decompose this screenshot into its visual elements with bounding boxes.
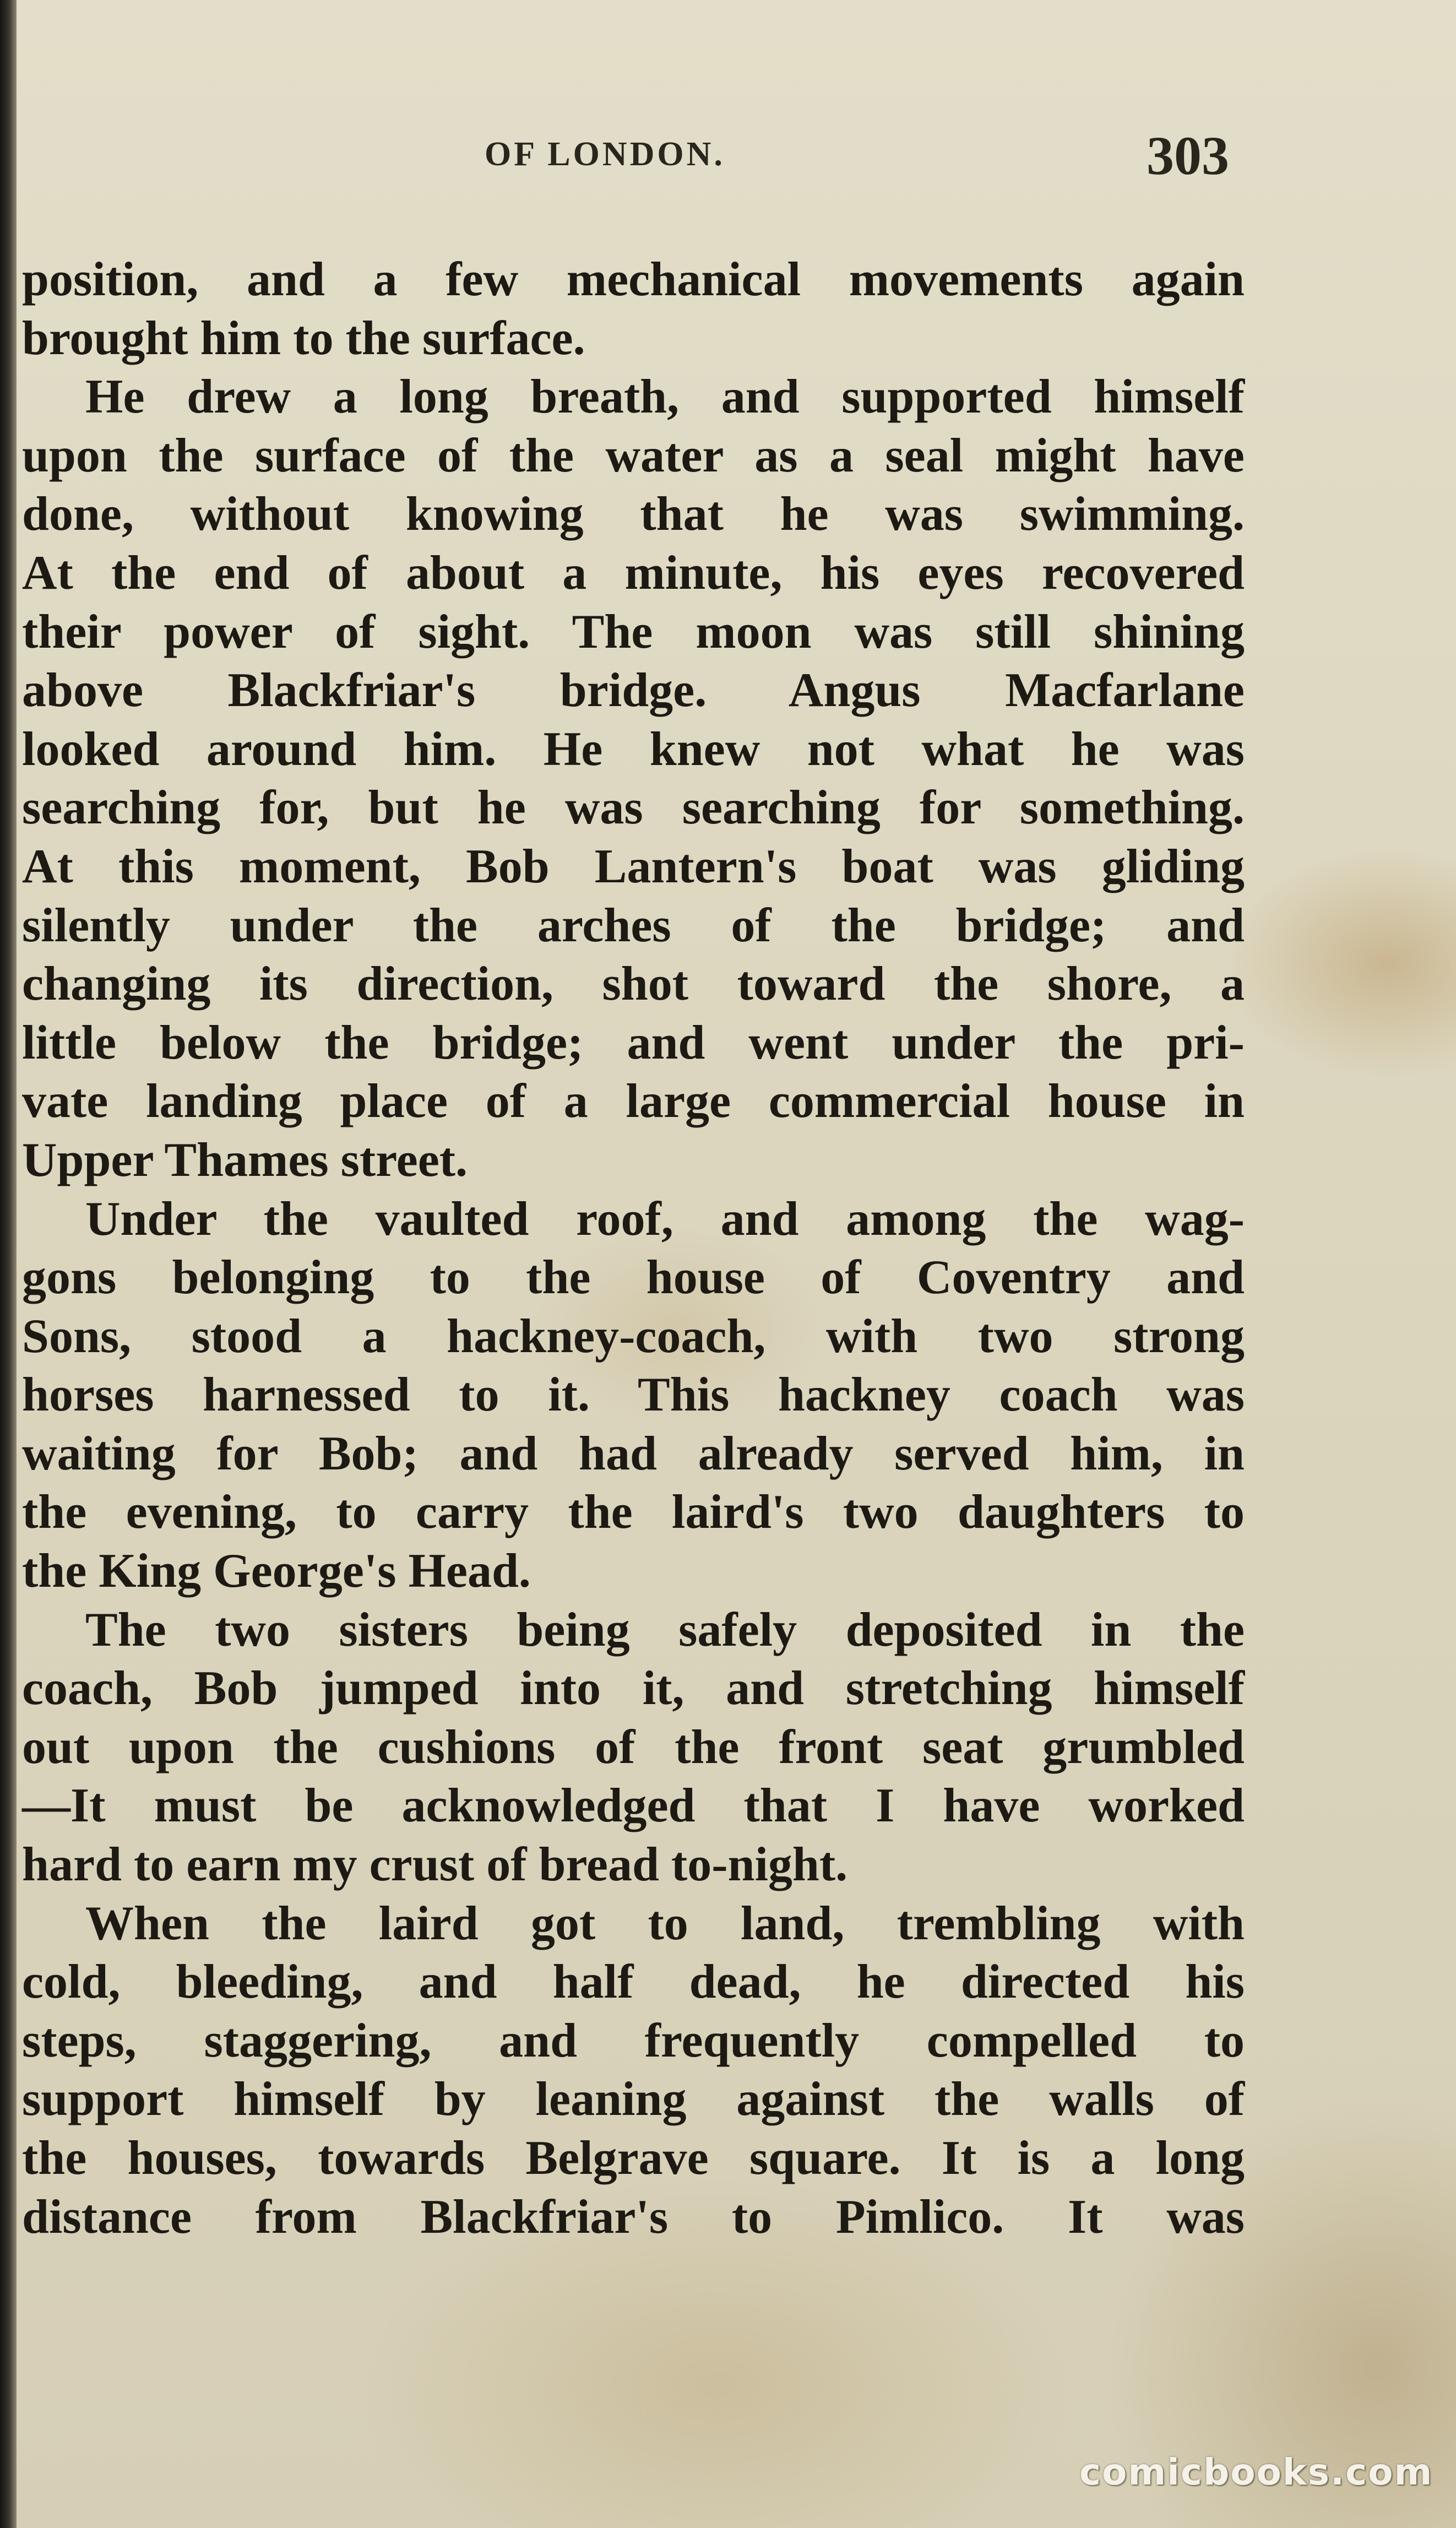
text-line: Under the vaulted roof, and among the wag- [85, 1192, 1245, 1246]
body-text [22, 251, 1245, 2247]
text-line: little below the bridge; and went under the pri- [22, 1016, 1245, 1070]
text-line: steps, staggering, and frequently compelled to [22, 2014, 1245, 2068]
running-title: OF LONDON. [485, 135, 725, 173]
text-line: waiting for Bob; and had already served him, in [22, 1426, 1245, 1480]
text-line: coach, Bob jumped into it, and stretching himself [22, 1662, 1245, 1716]
text-line: support himself by leaning against the walls of [22, 2073, 1245, 2126]
paragraph-2 [22, 368, 1245, 1190]
text-line: vate landing place of a large commercial house in [22, 1075, 1245, 1129]
text-line: hard to earn my crust of bread to-night. [22, 1838, 848, 1892]
text-line: At the end of about a minute, his eyes recovered [22, 546, 1245, 600]
text-line: the houses, towards Belgrave square. It is a long [22, 2131, 1245, 2185]
text-line: —It must be acknowledged that I have worked [22, 1779, 1245, 1833]
text-line: Sons, stood a hackney-coach, with two strong [22, 1309, 1245, 1363]
text-line: position, and a few mechanical movements again [22, 253, 1245, 306]
text-line: looked around him. He knew not what he was [22, 722, 1245, 776]
text-line: above Blackfriar's bridge. Angus Macfarlane [22, 664, 1245, 718]
text-line: the King George's Head. [22, 1544, 531, 1598]
text-line: distance from Blackfriar's to Pimlico. It was [22, 2190, 1245, 2244]
paragraph-4 [22, 1601, 1245, 1895]
text-line: cold, bleeding, and half dead, he directed his [22, 1955, 1245, 2009]
paragraph-1 [22, 251, 1245, 368]
text-line: changing its direction, shot toward the shore, a [22, 957, 1245, 1011]
text-line: horses harnessed to it. This hackney coach was [22, 1368, 1245, 1422]
text-line: upon the surface of the water as a seal might have [22, 428, 1245, 482]
text-line: gons belonging to the house of Coventry and [22, 1251, 1245, 1305]
text-line: He drew a long breath, and supported himself [85, 370, 1245, 424]
site-watermark: comicbooks.com [1079, 2451, 1433, 2493]
paragraph-3 [22, 1190, 1245, 1601]
text-line: The two sisters being safely deposited in the [85, 1603, 1245, 1657]
text-line: their power of sight. The moon was still shining [22, 605, 1245, 659]
text-line: silently under the arches of the bridge; and [22, 898, 1245, 952]
text-line: the evening, to carry the laird's two daughters to [22, 1485, 1245, 1539]
page-number: 303 [1147, 125, 1229, 186]
text-line: At this moment, Bob Lantern's boat was gliding [22, 839, 1245, 893]
text-line: When the laird got to land, trembling with [85, 1896, 1245, 1950]
running-head [0, 124, 1456, 185]
text-line: out upon the cushions of the front seat grumbled [22, 1720, 1245, 1774]
text-line: searching for, but he was searching for something. [22, 781, 1245, 835]
text-line: brought him to the surface. [22, 311, 585, 365]
paragraph-5 [22, 1895, 1245, 2247]
text-line: done, without knowing that he was swimming. [22, 487, 1245, 541]
text-line: Upper Thames street. [22, 1133, 468, 1187]
